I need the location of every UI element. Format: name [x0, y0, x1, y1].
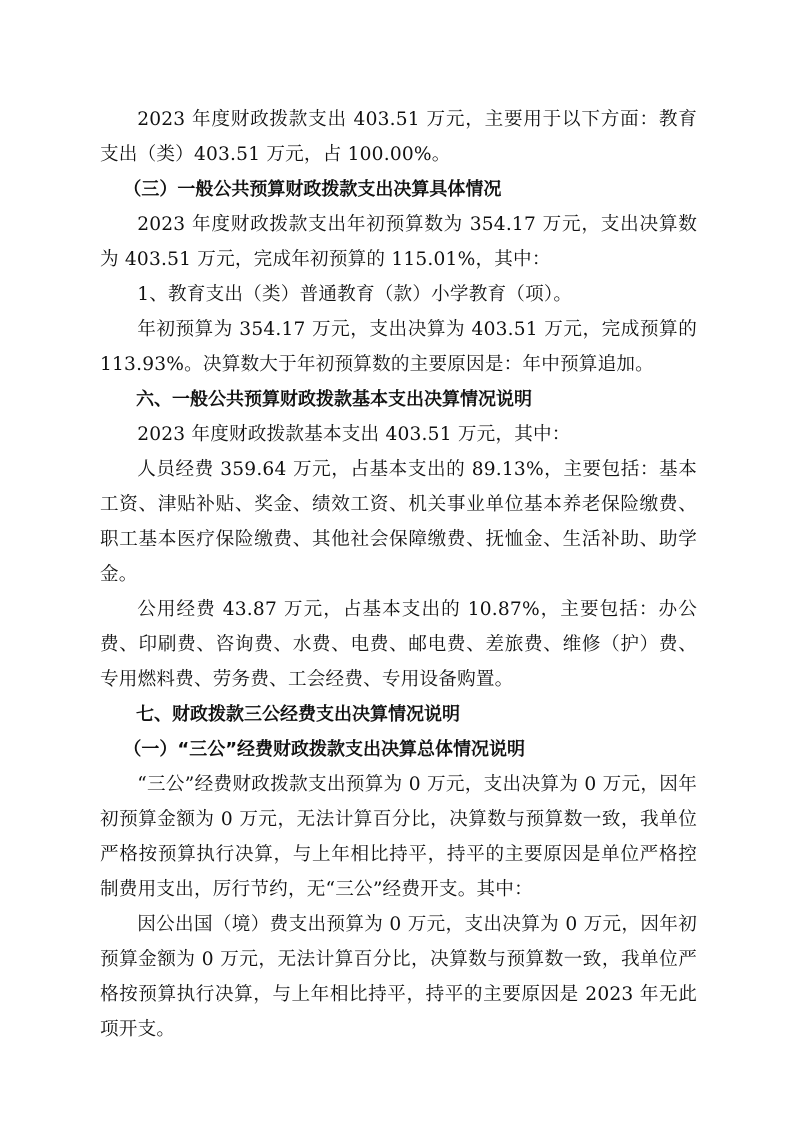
subheading-general-budget-details: （三）一般公共预算财政拨款支出决算具体情况	[123, 179, 502, 200]
paragraph-public-costs: 公用经费 43.87 万元，占基本支出的 10.87%，主要包括：办公费、印刷费、咨询费、水费、电费、邮电费、差旅费、维修（护）费、专用燃料费、劳务费、工会经费、专用设备购置。	[100, 599, 697, 690]
subheading-three-public-overview: （一）“三公”经费财政拨款支出决算总体情况说明	[123, 739, 526, 760]
paragraph-education-item: 1、教育支出（类）普通教育（款）小学教育（项）。	[137, 284, 573, 305]
paragraph-budget-vs-actual: 2023 年度财政拨款支出年初预算数为 354.17 万元，支出决算数为 403.51 万元，完成年初预算的 115.01%，其中：	[100, 214, 697, 270]
paragraph-three-public-summary: “三公”经费财政拨款支出预算为 0 万元，支出决算为 0 万元，因年初预算金额为 0 万元，无法计算百分比，决算数与预算数一致，我单位严格按预算执行决算，与上年相比持平，持平的主要原因是单位严格控制费用支出，厉行节约，无“三公”经费开支。其中：	[100, 774, 697, 900]
heading-section-six: 六、一般公共预算财政拨款基本支出决算情况说明	[136, 389, 532, 410]
paragraph-overseas-travel: 因公出国（境）费支出预算为 0 万元，支出决算为 0 万元，因年初预算金额为 0 万元，无法计算百分比，决算数与预算数一致，我单位严格按预算执行决算，与上年相比持平，持平的主要原因是 2023 年无此项开支。	[100, 914, 697, 1040]
paragraph-personnel-costs: 人员经费 359.64 万元，占基本支出的 89.13%，主要包括：基本工资、津贴补贴、奖金、绩效工资、机关事业单位基本养老保险缴费、职工基本医疗保险缴费、其他社会保障缴费、抚恤金、生活补助、助学金。	[100, 459, 697, 585]
heading-section-seven: 七、财政拨款三公经费支出决算情况说明	[136, 704, 460, 725]
paragraph-expenditure-overview: 2023 年度财政拨款支出 403.51 万元，主要用于以下方面：教育支出（类）403.51 万元，占 100.00%。	[100, 109, 697, 165]
paragraph-budget-completion: 年初预算为 354.17 万元，支出决算为 403.51 万元，完成预算的 113.93%。决算数大于年初预算数的主要原因是：年中预算追加。	[100, 319, 697, 375]
paragraph-basic-expenditure: 2023 年度财政拨款基本支出 403.51 万元，其中：	[137, 424, 571, 445]
